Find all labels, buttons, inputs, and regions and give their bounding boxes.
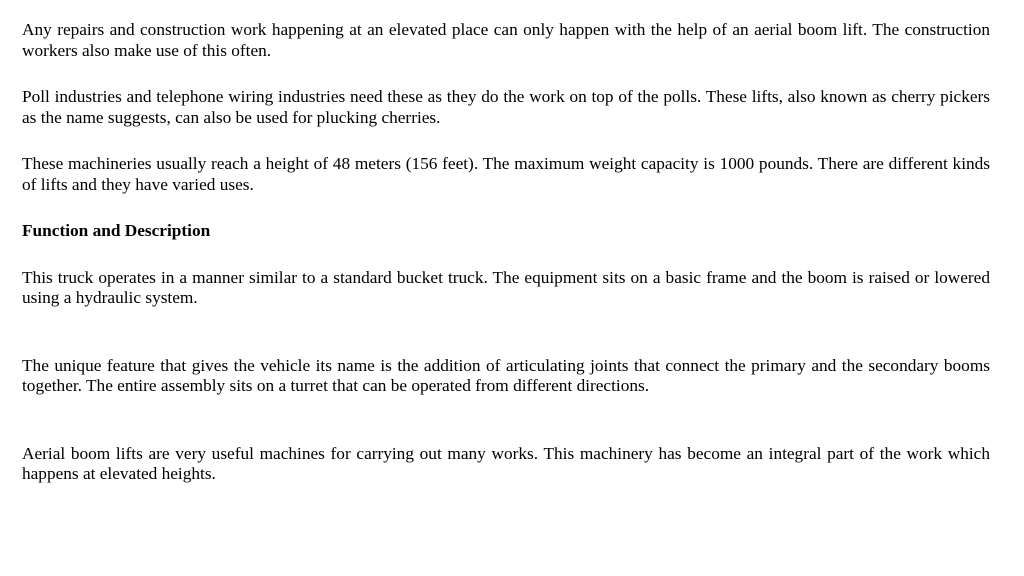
paragraph-conclusion: Aerial boom lifts are very useful machines for carrying out many works. This machinery has become an integral part of the work which happens at elevated heights. [22,443,990,483]
paragraph-operation: This truck operates in a manner similar to a standard bucket truck. The equipment sits on a basic frame and the boom is raised or lowered using a hydraulic system. [22,267,990,307]
paragraph-unique-feature: The unique feature that gives the vehicle its name is the addition of articulating joints that connect the primary and the secondary booms together. The entire assembly sits on a turret that can be operated from different directions. [22,355,990,395]
section-heading: Function and Description [22,221,211,240]
paragraph-specifications: These machineries usually reach a height of 48 meters (156 feet). The maximum weight capacity is 1000 pounds. There are different kinds of lifts and they have varied uses. [22,154,990,194]
paragraph-intro: Any repairs and construction work happening at an elevated place can only happen with the help of an aerial boom lift. The construction workers also make use of this often. [22,20,990,60]
paragraph-industries: Poll industries and telephone wiring industries need these as they do the work on top of the polls. These lifts, also known as cherry pickers as the name suggests, can also be used for plucking cherries. [22,87,990,127]
